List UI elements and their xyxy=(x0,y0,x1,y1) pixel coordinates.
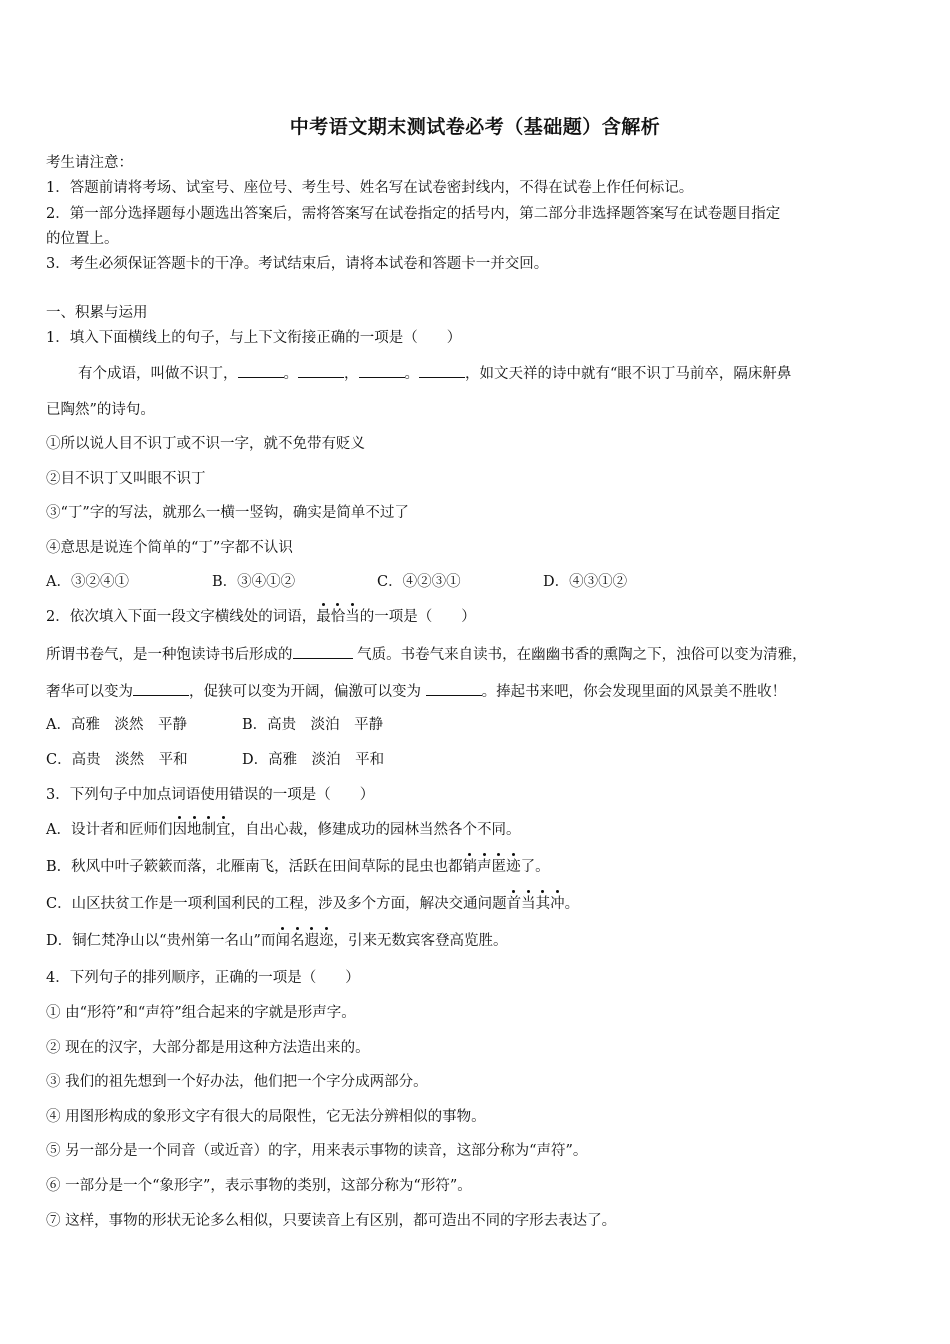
emphasis-char: 其 xyxy=(535,896,551,912)
emphasis-char: 遐 xyxy=(304,933,319,949)
q2-option-a: A．高雅 淡然 平静 xyxy=(46,717,187,733)
q1-blank-1 xyxy=(238,363,284,378)
emphasis-char: 因 xyxy=(172,822,187,838)
q1-sep: 。 xyxy=(404,366,419,382)
q1-item-2: ②目不识丁又叫眼不识丁 xyxy=(46,471,206,487)
q2-option-c: C．高贵 淡然 平和 xyxy=(46,752,188,768)
q4-item-3: ③ 我们的祖先想到一个好办法，他们把一个字分成两部分。 xyxy=(46,1074,428,1090)
q1-option-c: C．④②③① xyxy=(377,574,461,590)
q1-blank-2 xyxy=(298,363,344,378)
q1-stem: 1．填入下面横线上的句子，与上下文衔接正确的一项是（ ） xyxy=(46,330,462,346)
q2-passage-text: ，促狭可以变为开阔，偏激可以变为 xyxy=(189,684,426,700)
emphasis-char: 首 xyxy=(506,896,522,912)
q1-passage-text: ，如文天祥的诗中就有“眼不识丁马前卒，隔床鼾鼻 xyxy=(465,366,792,382)
q3-option-c xyxy=(46,894,579,914)
q3-option-text: 了。 xyxy=(520,859,550,875)
q2-passage-text: 所谓书卷气，是一种饱读诗书后形成的 xyxy=(46,647,293,663)
q2-passage-line-2 xyxy=(46,681,786,702)
q1-option-b: B．③④①② xyxy=(212,574,296,590)
q1-sep: 。 xyxy=(283,366,298,382)
q1-passage-line-2: 已陶然”的诗句。 xyxy=(46,402,155,418)
q3-option-d xyxy=(46,931,507,951)
q3-option-text: ，自出心裁，修建成功的园林当然各个不同。 xyxy=(230,822,521,838)
q2-passage-text: 气质。书卷气来自读书，在幽幽书香的熏陶之下，浊俗可以变为清雅， xyxy=(352,647,807,663)
q1-item-1: ①所以说人目不识丁或不识一字，就不免带有贬义 xyxy=(46,436,365,452)
emphasis-char: 闻 xyxy=(275,933,290,949)
notice-heading: 考生请注意： xyxy=(46,155,133,171)
emphasis-char: 当 xyxy=(521,896,536,912)
notice-item-2-cont: 的位置上。 xyxy=(46,231,119,247)
q4-item-5: ⑤ 另一部分是一个同音（或近音）的字，用来表示事物的读音，这部分称为“声符”。 xyxy=(46,1143,588,1159)
q1-passage-line-1 xyxy=(78,363,791,384)
q1-sep: ， xyxy=(344,366,359,382)
q3-option-text: D．铜仁梵净山以“贵州第一名山”而 xyxy=(46,933,276,949)
emphasis-char: 恰 xyxy=(330,609,346,625)
q3-option-text: B．秋风中叶子簌簌而落，北雁南飞，活跃在田间草际的昆虫也都 xyxy=(46,859,463,875)
emphasis-char: 冲 xyxy=(550,896,565,912)
q3-option-text: ，引来无数宾客登高览胜。 xyxy=(333,933,508,949)
emphasis-char: 匿 xyxy=(491,859,507,875)
emphasis-char: 名 xyxy=(289,933,305,949)
q3-option-text: C．山区扶贫工作是一项利国利民的工程，涉及多个方面，解决交通问题 xyxy=(46,896,507,912)
q3-option-a xyxy=(46,820,520,840)
q1-passage-text: 有个成语，叫做不识丁， xyxy=(78,366,238,382)
q2-option-b: B．高贵 淡泊 平静 xyxy=(242,717,384,733)
q2-blank-1 xyxy=(293,644,353,659)
q3-option-text: 。 xyxy=(564,896,580,912)
q1-option-a: A．③②④① xyxy=(46,574,129,590)
q2-blank-3 xyxy=(426,681,482,696)
emphasis-char: 宜 xyxy=(215,822,231,838)
emphasis-char: 最 xyxy=(316,609,331,625)
q1-blank-3 xyxy=(359,363,405,378)
emphasis-char: 销 xyxy=(462,859,478,875)
q1-blank-4 xyxy=(419,363,465,378)
emphasis-char: 迹 xyxy=(506,859,521,875)
notice-item-1: 1．答题前请将考场、试室号、座位号、考生号、姓名写在试卷密封线内，不得在试卷上作任何标记。 xyxy=(46,180,694,196)
q1-item-4: ④意思是说连个简单的“丁”字都不认识 xyxy=(46,540,293,556)
q4-item-2: ② 现在的汉字，大部分都是用这种方法造出来的。 xyxy=(46,1040,370,1056)
q2-passage-text: 奢华可以变为 xyxy=(46,684,133,700)
q3-option-text: A．设计者和匠师们 xyxy=(46,822,173,838)
q2-stem-text: 2．依次填入下面一段文字横线处的词语， xyxy=(46,609,317,625)
emphasis-char: 迩 xyxy=(318,933,334,949)
emphasis-char: 制 xyxy=(201,822,216,838)
q4-item-7: ⑦ 这样，事物的形状无论多么相似，只要读音上有区别，都可造出不同的字形去表达了。 xyxy=(46,1213,617,1229)
q1-item-3: ③“丁”字的写法，就那么一横一竖钩，确实是简单不过了 xyxy=(46,505,409,521)
q3-option-b xyxy=(46,857,550,877)
notice-item-3: 3．考生必须保证答题卡的干净。考试结束后，请将本试卷和答题卡一并交回。 xyxy=(46,256,549,272)
section-heading: 一、积累与运用 xyxy=(46,305,148,321)
q4-item-6: ⑥ 一部分是一个“象形字”，表示事物的类别，这部分称为“形符”。 xyxy=(46,1178,472,1194)
emphasis-char: 当 xyxy=(345,609,360,625)
page-title: 中考语文期末测试卷必考（基础题）含解析 xyxy=(289,116,661,138)
q4-stem: 4．下列句子的排列顺序，正确的一项是（ ） xyxy=(46,970,360,986)
q2-blank-2 xyxy=(133,681,189,696)
q2-option-d: D．高雅 淡泊 平和 xyxy=(242,752,385,768)
q2-stem xyxy=(46,607,476,627)
emphasis-char: 声 xyxy=(477,859,492,875)
q1-option-d: D．④③①② xyxy=(543,574,628,590)
q3-stem: 3．下列句子中加点词语使用错误的一项是（ ） xyxy=(46,787,375,803)
notice-item-2: 2．第一部分选择题每小题选出答案后，需将答案写在试卷指定的括号内，第二部分非选择题答案写在试卷题目指定 xyxy=(46,206,781,222)
q2-passage-line-1 xyxy=(46,644,807,665)
emphasis-char: 地 xyxy=(186,822,202,838)
q2-stem-text: 的一项是（ ） xyxy=(359,609,476,625)
q4-item-1: ① 由“形符”和“声符”组合起来的字就是形声字。 xyxy=(46,1005,356,1021)
q2-passage-text: 。捧起书来吧，你会发现里面的风景美不胜收！ xyxy=(481,684,787,700)
q4-item-4: ④ 用图形构成的象形文字有很大的局限性，它无法分辨相似的事物。 xyxy=(46,1109,486,1125)
